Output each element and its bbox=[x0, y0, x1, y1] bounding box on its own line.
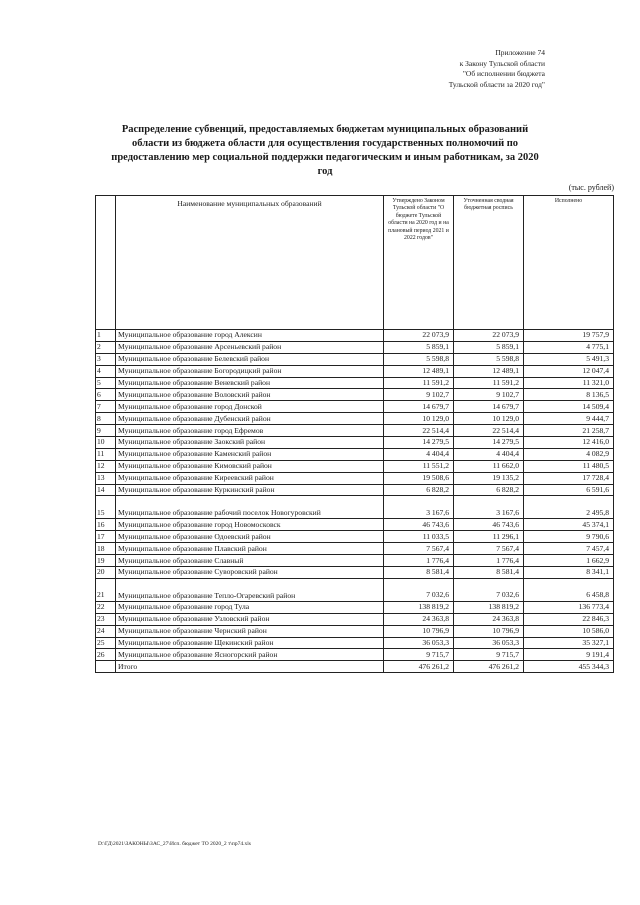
municipality-name: Муниципальное образование Узловский район bbox=[116, 613, 384, 625]
row-index: 10 bbox=[96, 437, 116, 449]
executed-value: 12 047,4 bbox=[524, 365, 614, 377]
table-row bbox=[96, 496, 614, 519]
approved-value: 22 073,9 bbox=[384, 330, 454, 342]
table-row bbox=[96, 437, 614, 449]
executed-value: 8 136,5 bbox=[524, 389, 614, 401]
document-title: Распределение субвенций, предоставляемых бюджетам муниципальных образований области из бюджета области для осуществления государственных полномочий по предоставлению мер социальной поддержки педагогическим и иным работникам, за 2020 год bbox=[111, 124, 539, 177]
municipality-name: Муниципальное образование Белевский район bbox=[116, 353, 384, 365]
row-index: 24 bbox=[96, 625, 116, 637]
executed-value: 6 458,8 bbox=[524, 578, 614, 601]
appendix-line-4: Тульской области за 2020 год" bbox=[448, 79, 545, 89]
municipality-name: Муниципальное образование город Ефремов bbox=[116, 425, 384, 437]
header-approved: Утверждено Законом Тульской области "О бюджете Тульской области на 2020 год и на плановый период 2021 и 2022 годов" bbox=[384, 196, 454, 330]
approved-value: 46 743,6 bbox=[384, 519, 454, 531]
approved-value: 36 053,3 bbox=[384, 637, 454, 649]
table-row bbox=[96, 377, 614, 389]
municipality-name: Муниципальное образование Щекинский район bbox=[116, 637, 384, 649]
executed-value: 136 773,4 bbox=[524, 601, 614, 613]
refined-value: 4 404,4 bbox=[454, 448, 524, 460]
table-row bbox=[96, 389, 614, 401]
municipality-name: Муниципальное образование Кимовский район bbox=[116, 460, 384, 472]
executed-value: 2 495,8 bbox=[524, 496, 614, 519]
refined-value: 14 279,5 bbox=[454, 437, 524, 449]
approved-value: 3 167,6 bbox=[384, 496, 454, 519]
municipality-name: Муниципальное образование Богородицкий район bbox=[116, 365, 384, 377]
refined-value: 476 261,2 bbox=[454, 661, 524, 673]
executed-value: 4 775,1 bbox=[524, 341, 614, 353]
table-row bbox=[96, 637, 614, 649]
municipality-name: Муниципальное образование Арсеньевский район bbox=[116, 341, 384, 353]
row-index: 26 bbox=[96, 649, 116, 661]
municipality-name: Муниципальное образование Славный bbox=[116, 555, 384, 567]
table-row bbox=[96, 601, 614, 613]
approved-value: 11 591,2 bbox=[384, 377, 454, 389]
table-row bbox=[96, 543, 614, 555]
row-index: 7 bbox=[96, 401, 116, 413]
refined-value: 5 859,1 bbox=[454, 341, 524, 353]
refined-value: 36 053,3 bbox=[454, 637, 524, 649]
refined-value: 6 828,2 bbox=[454, 484, 524, 496]
approved-value: 22 514,4 bbox=[384, 425, 454, 437]
executed-value: 35 327,1 bbox=[524, 637, 614, 649]
approved-value: 138 819,2 bbox=[384, 601, 454, 613]
executed-value: 5 491,3 bbox=[524, 353, 614, 365]
table-row bbox=[96, 460, 614, 472]
table-row bbox=[96, 649, 614, 661]
approved-value: 14 279,5 bbox=[384, 437, 454, 449]
row-index: 12 bbox=[96, 460, 116, 472]
refined-value: 22 514,4 bbox=[454, 425, 524, 437]
municipality-name: Муниципальное образование Киреевский район bbox=[116, 472, 384, 484]
row-index: 20 bbox=[96, 567, 116, 579]
refined-value: 5 598,8 bbox=[454, 353, 524, 365]
executed-value: 12 416,0 bbox=[524, 437, 614, 449]
refined-value: 22 073,9 bbox=[454, 330, 524, 342]
municipality-name: Муниципальное образование Дубенский район bbox=[116, 413, 384, 425]
table-row bbox=[96, 484, 614, 496]
row-index: 4 bbox=[96, 365, 116, 377]
executed-value: 9 790,6 bbox=[524, 531, 614, 543]
refined-value: 9 715,7 bbox=[454, 649, 524, 661]
row-index: 25 bbox=[96, 637, 116, 649]
municipality-name: Муниципальное образование рабочий поселок Новогуровский bbox=[116, 496, 384, 519]
refined-value: 11 662,0 bbox=[454, 460, 524, 472]
approved-value: 6 828,2 bbox=[384, 484, 454, 496]
municipality-name: Муниципальное образование город Новомосковск bbox=[116, 519, 384, 531]
header-executed: Исполнено bbox=[524, 196, 614, 330]
municipality-name: Муниципальное образование Чернский район bbox=[116, 625, 384, 637]
approved-value: 5 598,8 bbox=[384, 353, 454, 365]
row-index: 18 bbox=[96, 543, 116, 555]
municipality-name: Муниципальное образование Веневский район bbox=[116, 377, 384, 389]
municipality-name: Муниципальное образование Воловский район bbox=[116, 389, 384, 401]
approved-value: 7 032,6 bbox=[384, 578, 454, 601]
executed-value: 9 444,7 bbox=[524, 413, 614, 425]
file-path-footer: D:\ГД\2021\ЗАКОНЫ\ЗАС_27\Исп. бюджет ТО 2020_2 т\пр74.xls bbox=[98, 841, 251, 847]
municipality-name: Муниципальное образование Каменский район bbox=[116, 448, 384, 460]
refined-value: 7 567,4 bbox=[454, 543, 524, 555]
executed-value: 9 191,4 bbox=[524, 649, 614, 661]
table-row bbox=[96, 365, 614, 377]
appendix-line-1: Приложение 74 bbox=[495, 48, 545, 57]
executed-value: 45 374,1 bbox=[524, 519, 614, 531]
approved-value: 24 363,8 bbox=[384, 613, 454, 625]
approved-value: 19 508,6 bbox=[384, 472, 454, 484]
table-row bbox=[96, 330, 614, 342]
header-refined: Уточненная сводная бюджетная роспись bbox=[454, 196, 524, 330]
refined-value: 8 581,4 bbox=[454, 567, 524, 579]
refined-value: 10 796,9 bbox=[454, 625, 524, 637]
row-index: 3 bbox=[96, 353, 116, 365]
approved-value: 10 796,9 bbox=[384, 625, 454, 637]
refined-value: 24 363,8 bbox=[454, 613, 524, 625]
approved-value: 1 776,4 bbox=[384, 555, 454, 567]
refined-value: 1 776,4 bbox=[454, 555, 524, 567]
table-row bbox=[96, 567, 614, 579]
table-row bbox=[96, 401, 614, 413]
refined-value: 10 129,0 bbox=[454, 413, 524, 425]
row-index: 23 bbox=[96, 613, 116, 625]
table-row bbox=[96, 578, 614, 601]
municipality-name: Муниципальное образование Суворовский район bbox=[116, 567, 384, 579]
approved-value: 11 033,5 bbox=[384, 531, 454, 543]
appendix-line-2: к Закону Тульской области bbox=[459, 58, 545, 68]
table-row bbox=[96, 613, 614, 625]
municipality-name: Муниципальное образование город Тула bbox=[116, 601, 384, 613]
refined-value: 7 032,6 bbox=[454, 578, 524, 601]
table-row bbox=[96, 625, 614, 637]
refined-value: 12 489,1 bbox=[454, 365, 524, 377]
approved-value: 10 129,0 bbox=[384, 413, 454, 425]
municipality-name: Муниципальное образование Куркинский район bbox=[116, 484, 384, 496]
total-row bbox=[96, 661, 614, 673]
municipality-name: Муниципальное образование Одоевский район bbox=[116, 531, 384, 543]
municipality-name: Муниципальное образование город Алексин bbox=[116, 330, 384, 342]
executed-value: 14 509,4 bbox=[524, 401, 614, 413]
approved-value: 9 102,7 bbox=[384, 389, 454, 401]
refined-value: 14 679,7 bbox=[454, 401, 524, 413]
row-index bbox=[96, 661, 116, 673]
table-body bbox=[96, 330, 614, 673]
approved-value: 14 679,7 bbox=[384, 401, 454, 413]
row-index: 11 bbox=[96, 448, 116, 460]
table-row bbox=[96, 413, 614, 425]
municipality-name: Муниципальное образование Ясногорский район bbox=[116, 649, 384, 661]
row-index: 22 bbox=[96, 601, 116, 613]
refined-value: 11 296,1 bbox=[454, 531, 524, 543]
table-row bbox=[96, 472, 614, 484]
appendix-line-3: "Об исполнении бюджета bbox=[462, 69, 545, 78]
executed-value: 6 591,6 bbox=[524, 484, 614, 496]
approved-value: 11 551,2 bbox=[384, 460, 454, 472]
refined-value: 11 591,2 bbox=[454, 377, 524, 389]
row-index: 14 bbox=[96, 484, 116, 496]
municipality-name: Муниципальное образование Тепло-Огаревский район bbox=[116, 578, 384, 601]
refined-value: 138 819,2 bbox=[454, 601, 524, 613]
table-row bbox=[96, 555, 614, 567]
table-row bbox=[96, 519, 614, 531]
table-row bbox=[96, 353, 614, 365]
approved-value: 4 404,4 bbox=[384, 448, 454, 460]
table-header-row bbox=[96, 196, 614, 330]
approved-value: 476 261,2 bbox=[384, 661, 454, 673]
approved-value: 12 489,1 bbox=[384, 365, 454, 377]
row-index: 13 bbox=[96, 472, 116, 484]
approved-value: 8 581,4 bbox=[384, 567, 454, 579]
municipality-name: Муниципальное образование Плавский район bbox=[116, 543, 384, 555]
refined-value: 19 135,2 bbox=[454, 472, 524, 484]
executed-value: 4 082,9 bbox=[524, 448, 614, 460]
executed-value: 455 344,3 bbox=[524, 661, 614, 673]
municipality-name: Муниципальное образование Заокский район bbox=[116, 437, 384, 449]
table-row bbox=[96, 425, 614, 437]
header-name: Наименование муниципальных образований bbox=[116, 196, 384, 330]
row-index: 16 bbox=[96, 519, 116, 531]
municipality-name: Муниципальное образование город Донской bbox=[116, 401, 384, 413]
row-index: 21 bbox=[96, 578, 116, 601]
appendix-note bbox=[345, 48, 545, 90]
row-index: 1 bbox=[96, 330, 116, 342]
row-index: 8 bbox=[96, 413, 116, 425]
header-index bbox=[96, 196, 116, 330]
approved-value: 7 567,4 bbox=[384, 543, 454, 555]
executed-value: 8 341,1 bbox=[524, 567, 614, 579]
row-index: 6 bbox=[96, 389, 116, 401]
executed-value: 1 662,9 bbox=[524, 555, 614, 567]
refined-value: 3 167,6 bbox=[454, 496, 524, 519]
row-index: 5 bbox=[96, 377, 116, 389]
executed-value: 21 258,7 bbox=[524, 425, 614, 437]
row-index: 19 bbox=[96, 555, 116, 567]
row-index: 9 bbox=[96, 425, 116, 437]
approved-value: 9 715,7 bbox=[384, 649, 454, 661]
row-index: 17 bbox=[96, 531, 116, 543]
row-index: 15 bbox=[96, 496, 116, 519]
approved-value: 5 859,1 bbox=[384, 341, 454, 353]
table-row bbox=[96, 341, 614, 353]
executed-value: 11 321,0 bbox=[524, 377, 614, 389]
executed-value: 10 586,0 bbox=[524, 625, 614, 637]
table-row bbox=[96, 531, 614, 543]
executed-value: 22 846,3 bbox=[524, 613, 614, 625]
distribution-table bbox=[95, 195, 614, 673]
table-row bbox=[96, 448, 614, 460]
municipality-name: Итого bbox=[116, 661, 384, 673]
executed-value: 11 480,5 bbox=[524, 460, 614, 472]
executed-value: 19 757,9 bbox=[524, 330, 614, 342]
row-index: 2 bbox=[96, 341, 116, 353]
refined-value: 46 743,6 bbox=[454, 519, 524, 531]
executed-value: 7 457,4 bbox=[524, 543, 614, 555]
executed-value: 17 728,4 bbox=[524, 472, 614, 484]
units-label: (тыс. рублей) bbox=[568, 183, 614, 192]
refined-value: 9 102,7 bbox=[454, 389, 524, 401]
